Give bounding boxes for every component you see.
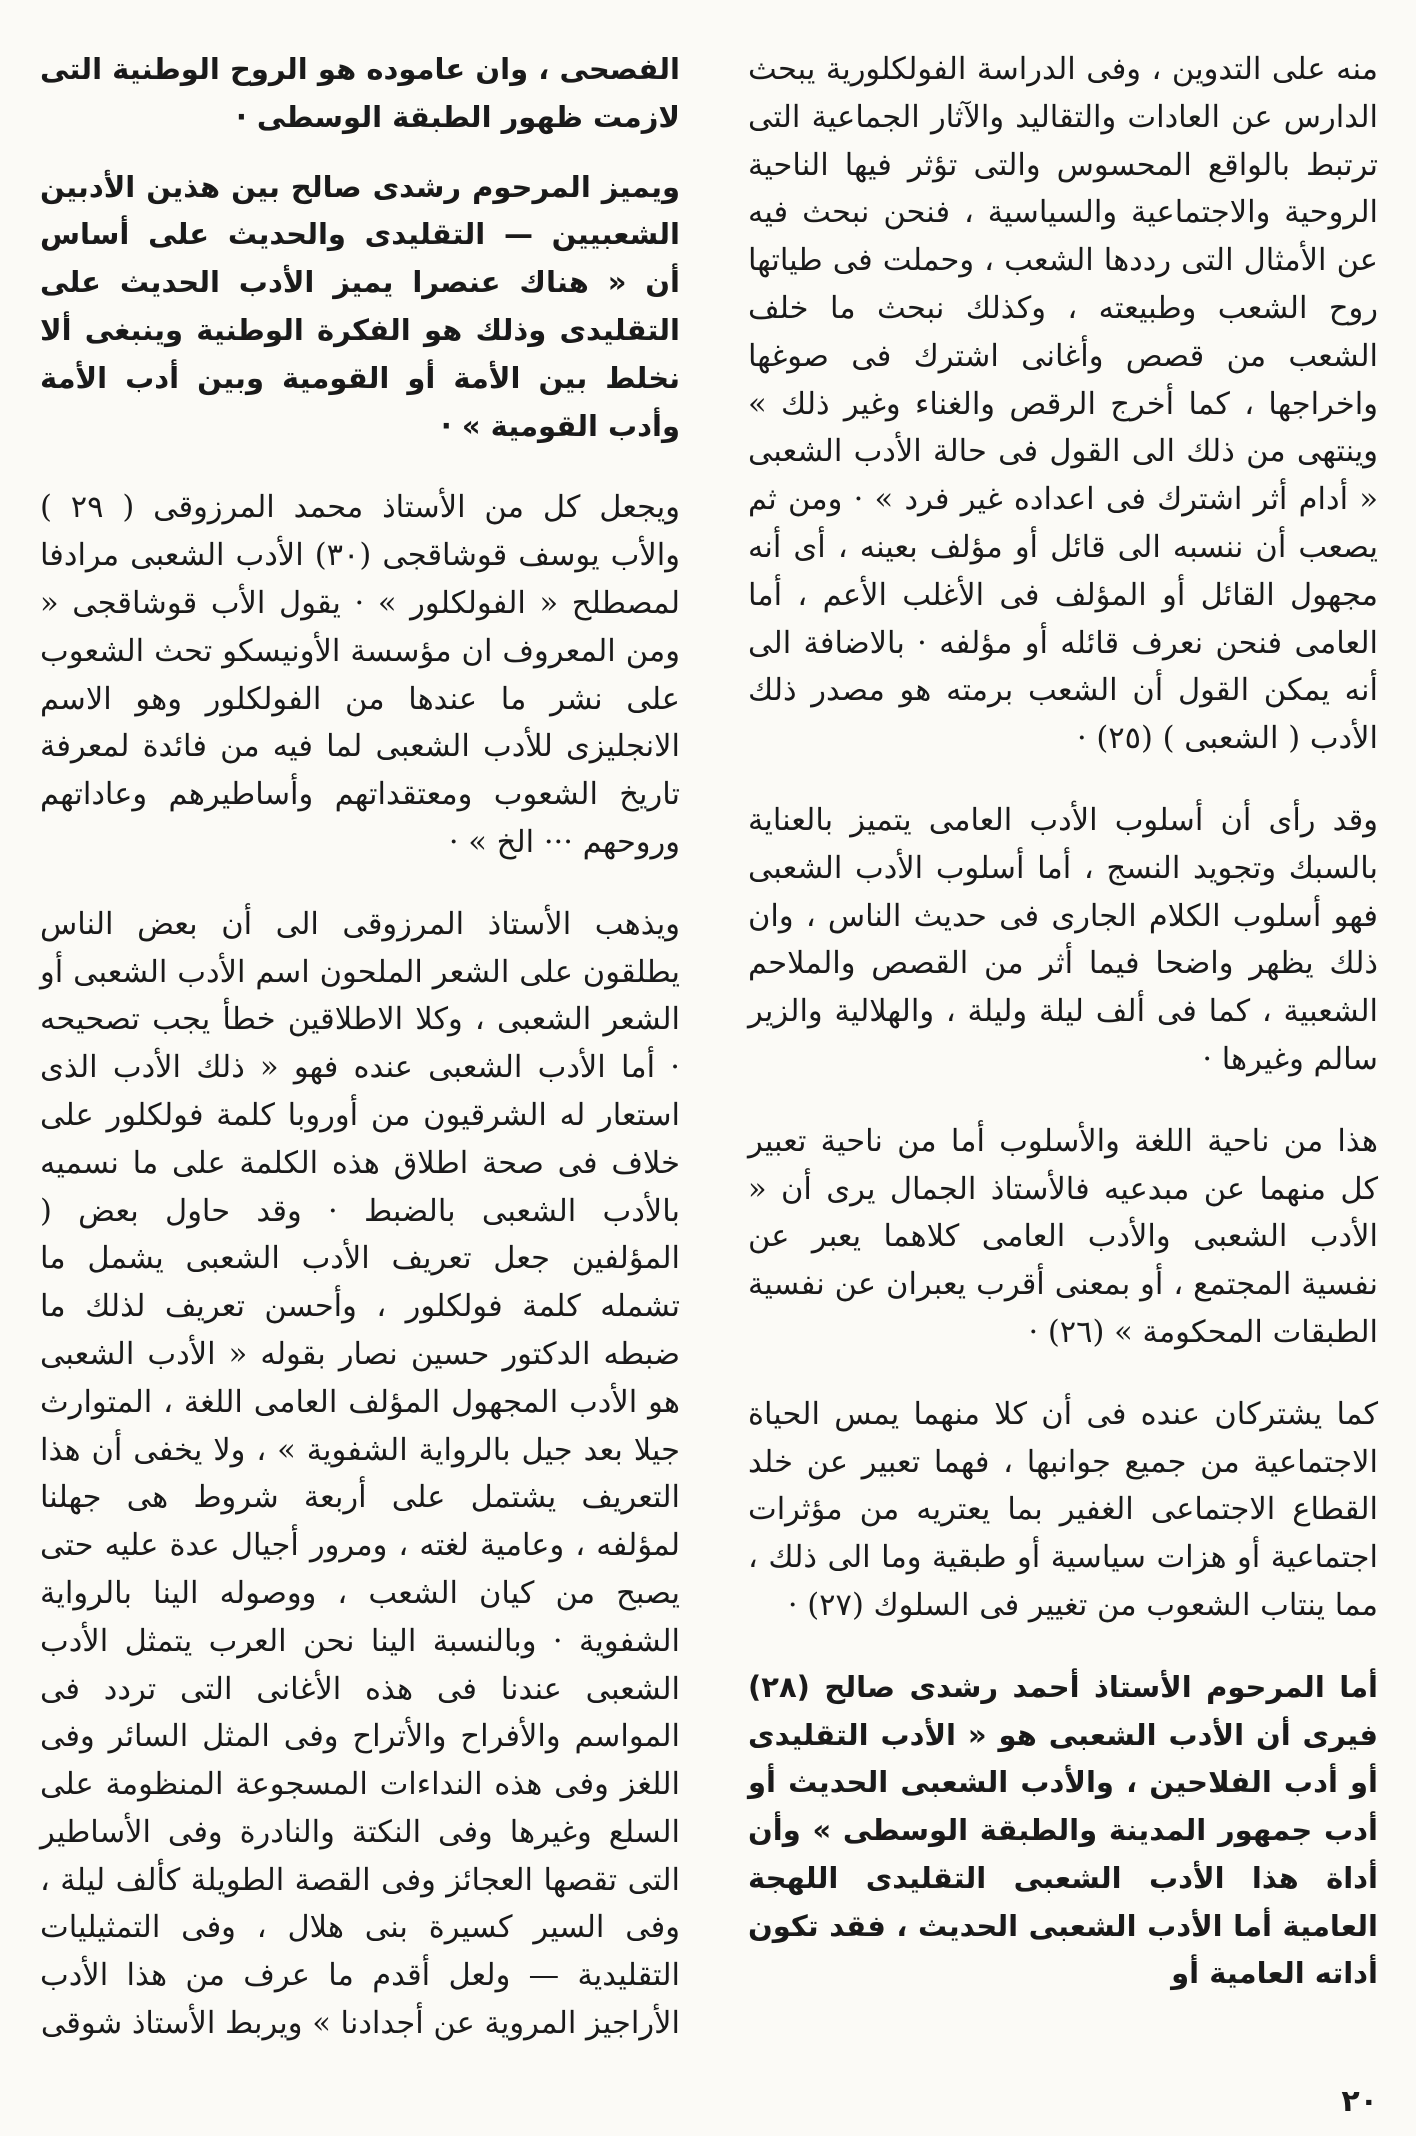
bold-paragraph: ويميز المرحوم رشدى صالح بين هذين الأدبين الشعبيين — التقليدى والحديث على أساس أن « هناك عنصرا يميز الأدب الحديث على التقليدى وذلك هو الفكرة الوطنية وينبغى ألا نخلط بين الأمة أو القومية وبين أدب الأمة وأدب القومية » · — [40, 169, 680, 443]
body-paragraph: منه على التدوين ، وفى الدراسة الفولكلورية يبحث الدارس عن العادات والتقاليد والآثار الجماعية التى ترتبط بالواقع المحسوس والتى تؤثر فيها الناحية الروحية والاجتماعية والسياسية ، فنحن نبحث فيه عن الأمثال التى رددها الشعب ، وحملت فى طياتها روح الشعب وطبيعته ، وكذلك نبحث ما خلف الشعب من قصص وأغانى اشترك فى صوغها واخراجها ، كما أخرج الرقص والغناء وغير ذلك » وينتهى من ذلك الى القول فى حالة الأدب الشعبى « أدام أثر اشترك فى اعداده غير فرد » · ومن ثم يصعب أن ننسبه الى قائل أو مؤلف بعينه ، أى أنه مجهول القائل أو المؤلف فى الأغلب الأعم ، أما العامى فنحن نعرف قائله أو مؤلفه · بالاضافة الى أنه يمكن القول أن الشعب برمته هو مصدر ذلك الأدب ( الشعبى ) (٢٥) · — [748, 52, 1378, 757]
body-paragraph: هذا من ناحية اللغة والأسلوب أما من ناحية تعبير كل منهما عن مبدعيه فالأستاذ الجمال يرى أن « الأدب الشعبى والأدب العامى كلاهما يعبر عن نفسية المجتمع ، أو بمعنى أقرب يعبران عن نفسية الطبقات المحكومة » (٢٦) · — [748, 1123, 1378, 1350]
bold-paragraph: أما المرحوم الأستاذ أحمد رشدى صالح (٢٨) فيرى أن الأدب الشعبى هو « الأدب التقليدى أو أدب الفلاحين ، والأدب الشعبى الحديث أو أدب جمهور المدينة والطبقة الوسطى » وأن أداة هذا الأدب الشعبى التقليدى اللهجة العامية أما الأدب الشعبى الحديث ، فقد تكون أداته العامية أو — [748, 1669, 1378, 1991]
left-column — [40, 46, 680, 2082]
right-column — [748, 46, 1378, 2032]
body-paragraph: ويجعل كل من الأستاذ محمد المرزوقى ( ٢٩ ) والأب يوسف قوشاقجى (٣٠) الأدب الشعبى مرادفا لمصطلح « الفولكلور » · يقول الأب قوشاقجى « ومن المعروف ان مؤسسة الأونيسكو تحث الشعوب على نشر ما عندها من الفولكلور وهو الاسم الانجليزى للأدب الشعبى لما فيه من فائدة لمعرفة تاريخ الشعوب ومعتقداتهم وأساطيرهم وعاداتهم وروحهم ··· الخ » · — [40, 490, 680, 860]
body-paragraph: وقد رأى أن أسلوب الأدب العامى يتميز بالعناية بالسبك وتجويد النسج ، أما أسلوب الأدب الشعبى فهو أسلوب الكلام الجارى فى حديث الناس ، وان ذلك يظهر واضحا فيما أثر من القصص والملاحم الشعبية ، كما فى ألف ليلة وليلة ، والهلالية والزير سالم وغيرها · — [748, 802, 1378, 1077]
body-paragraph: ويذهب الأستاذ المرزوقى الى أن بعض الناس يطلقون على الشعر الملحون اسم الأدب الشعبى أو الشعر الشعبى ، وكلا الاطلاقين خطأ يجب تصحيحه · أما الأدب الشعبى عنده فهو « ذلك الأدب الذى استعار له الشرقيون من أوروبا كلمة فولكلور على خلاف فى صحة اطلاق هذه الكلمة على ما نسميه بالأدب الشعبى بالضبط · وقد حاول بعض ( المؤلفين جعل تعريف الأدب الشعبى يشمل ما تشمله كلمة فولكلور ، وأحسن تعريف لذلك ما ضبطه الدكتور حسين نصار بقوله « الأدب الشعبى هو الأدب المجهول المؤلف العامى اللغة ، المتوارث جيلا بعد جيل بالرواية الشفوية » ، ولا يخفى أن هذا التعريف يشتمل على أربعة شروط هى جهلنا لمؤلفه ، وعامية لغته ، ومرور أجيال عدة عليه حتى يصبح من كيان الشعب ، ووصوله الينا بالرواية الشفوية · وبالنسبة الينا نحن العرب يتمثل الأدب الشعبى عندنا فى هذه الأغانى التى تردد فى المواسم والأفراح والأتراح وفى المثل السائر وفى اللغز وفى هذه النداءات المسجوعة المنظومة على السلع وغيرها وفى النكتة والنادرة وفى الأساطير التى تقصها العجائز وفى القصة الطويلة كألف ليلة ، وفى السير كسيرة بنى هلال ، وفى التمثيليات التقليدية — ولعل أقدم ما عرف من هذا الأدب الأراجيز المروية عن أجدادنا » ويربط الأستاذ شوقى — [40, 906, 680, 2042]
body-paragraph: كما يشتركان عنده فى أن كلا منهما يمس الحياة الاجتماعية من جميع جوانبها ، فهما تعبير عن خلد القطاع الاجتماعى الغفير بما يعتريه من مؤثرات اجتماعية أو هزات سياسية أو طبقية وما الى ذلك ، مما ينتاب الشعوب من تغيير فى السلوك (٢٧) · — [748, 1396, 1378, 1623]
bold-paragraph: الفصحى ، وان عاموده هو الروح الوطنية التى لازمت ظهور الطبقة الوسطى · — [40, 52, 680, 134]
page-number: ٢٠ — [1341, 2084, 1378, 2119]
